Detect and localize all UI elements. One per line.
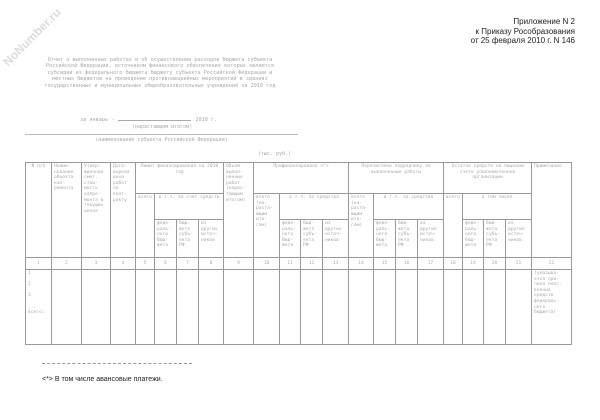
header-name: Наиме- нование объекта кап- ремонта (52, 163, 82, 258)
table-cell[interactable] (254, 270, 280, 345)
table-cell[interactable] (301, 270, 323, 345)
header-note: Примечание (532, 163, 572, 258)
table-cell[interactable] (418, 270, 444, 345)
table-cell[interactable] (444, 270, 463, 345)
header-limit: Лимит финансирования на 2010 год (136, 163, 224, 194)
column-number: 4 (111, 258, 136, 270)
footnote: <*> В том числе авансовые платежи. (42, 376, 163, 383)
units: (тыс. руб.) (258, 151, 292, 157)
column-number: 9 (224, 258, 254, 270)
column-number: 1 (26, 258, 52, 270)
table-cell[interactable]: (указыва- ется при- чина неос- воения средств федераль- ного бюджета) (532, 270, 572, 345)
header-total: всего (на- раста- ющим ито- гом) (349, 194, 374, 258)
header-other: из других источ- ников (506, 220, 532, 258)
annex-line: от 25 февраля 2010 г. N 146 (470, 36, 575, 45)
table-row (26, 270, 572, 345)
period-suffix: 2010 г. (195, 117, 218, 123)
table-cell[interactable] (463, 270, 484, 345)
subject-hint: (наименование субъекта Российской Федерации) (95, 137, 228, 143)
period-field[interactable] (118, 120, 191, 121)
header-total: всего (на- раста- ющим ито- гом) (254, 194, 280, 258)
column-number: 6 (155, 258, 177, 270)
subject-field[interactable] (25, 134, 298, 135)
column-number: 12 (301, 258, 323, 270)
header-incl: в т.ч. за счет средств (155, 194, 224, 220)
table-cell[interactable] (484, 270, 506, 345)
header-fed: феде- раль- ного бюд- жета (463, 220, 484, 258)
column-number: 19 (463, 258, 484, 270)
column-number: 10 (254, 258, 280, 270)
table-cell[interactable] (374, 270, 396, 345)
column-number: 18 (444, 258, 463, 270)
table-cell[interactable] (506, 270, 532, 345)
report-table (25, 162, 572, 345)
annex-line: к Приказу Рособразования (475, 26, 575, 36)
header-fed: феде- раль- ного бюд- жета (155, 220, 177, 258)
period (80, 117, 217, 123)
column-number: 5 (136, 258, 155, 270)
table-cell[interactable] (323, 270, 349, 345)
header-n: N п/п (26, 163, 52, 258)
table-cell[interactable] (280, 270, 301, 345)
header-estimate: Утвер- жденная смет. стои- мость капре- монта в текущих ценах (82, 163, 111, 258)
column-number: 13 (323, 258, 349, 270)
column-number: 8 (199, 258, 224, 270)
column-number: 16 (396, 258, 418, 270)
table-cell[interactable] (82, 270, 111, 345)
header-contract: Дого- ворная цена работ по конт- ракту (111, 163, 136, 258)
column-number: 7 (177, 258, 199, 270)
header-total: всего (444, 194, 463, 258)
table-cell[interactable] (396, 270, 418, 345)
header-other: из других источ- ников (199, 220, 224, 258)
table-cell[interactable] (349, 270, 374, 345)
column-number: 14 (349, 258, 374, 270)
column-numbers-row (26, 258, 572, 270)
header-fed: феде- раль- ного бюд- жета (374, 220, 396, 258)
header-reg: бюд- жета субъ- екта РФ (177, 220, 199, 258)
header-transferred: Перечислено подрядчику за выполненные работы (349, 163, 444, 194)
table-cell[interactable] (52, 270, 82, 345)
column-number: 17 (418, 258, 444, 270)
period-hint: (нарастающим итогом) (132, 124, 193, 130)
header-reg: бюд- жета субъ- екта РФ (301, 220, 323, 258)
header-total: всего (136, 194, 155, 258)
header-incl: в т.ч. за средства (374, 194, 444, 220)
header-incl: в т.ч. за средства (280, 194, 349, 220)
column-number: 22 (532, 258, 572, 270)
watermark: NoNumber.ru (0, 5, 64, 69)
table-cell[interactable] (199, 270, 224, 345)
header-other: из других источ- ников (323, 220, 349, 258)
header-volume: Объем выпол- ненных работ (нарас- тающим итогом) (224, 163, 254, 258)
header-incl: в том числе (463, 194, 532, 220)
header-fed: феде- раль- ного бюд- жета (280, 220, 301, 258)
column-number: 20 (484, 258, 506, 270)
header-other: из других источ- ников (418, 220, 444, 258)
header-remainder: Остаток средств на лицевом счете уполномоченной организации (444, 163, 532, 194)
table-cell[interactable] (155, 270, 177, 345)
annex-header (471, 17, 575, 46)
table-cell[interactable] (224, 270, 254, 345)
header-financed: Профинансировано <*> (254, 163, 349, 194)
table-cell[interactable]: 1 2 3 ... всего: (26, 270, 52, 345)
report-title: Отчет о выполненных работах и об осуществлении расходов бюджета субъекта Российской Федерации, источником финансового обеспечения которых являются субсидии из федерального бюджета бюджету субъекта Российской Федерации и местных бюджетов на проведение противоаварийных мероприятий в зданиях государственных и муниципальных общеобразовательных учреждений за 2010 год (44, 57, 276, 89)
period-prefix: за январь - (80, 117, 115, 123)
column-number: 21 (506, 258, 532, 270)
table-cell[interactable] (177, 270, 199, 345)
column-number: 3 (82, 258, 111, 270)
column-number: 11 (280, 258, 301, 270)
header-reg: бюд- жета субъ- екта РФ (396, 220, 418, 258)
table-cell[interactable] (136, 270, 155, 345)
column-number: 2 (52, 258, 82, 270)
footnote-divider (42, 363, 192, 364)
column-number: 15 (374, 258, 396, 270)
table-cell[interactable] (111, 270, 136, 345)
annex-line: Приложение N 2 (513, 17, 575, 26)
header-reg: бюд- жета субъ- екта РФ (484, 220, 506, 258)
